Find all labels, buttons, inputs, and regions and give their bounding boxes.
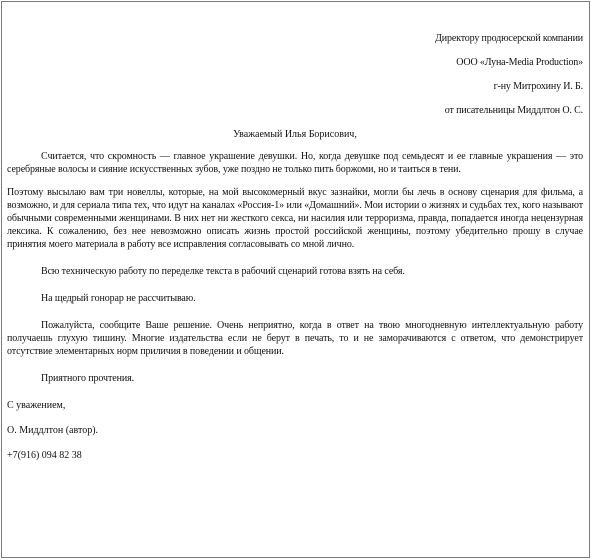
paragraph-5: Пожалуйста, сообщите Ваше решение. Очень неприятно, когда в ответ на твою многодневную интеллектуальную работу получаешь глухую тишину. Многие издательства если не берут в печать, то и не заморачиваются с ответом, что демонстрирует отсутствие элементарных норм приличия в поведении и общении. — [7, 320, 583, 357]
addressee-line-3: г-ну Митрохину И. Б. — [493, 81, 583, 92]
addressee-line-1: Директору продюсерской компании — [435, 33, 583, 44]
closing-phone: +7(916) 094 82 38 — [7, 450, 82, 461]
closing-regards: С уважением, — [7, 400, 66, 411]
letter-page — [1, 1, 590, 558]
closing-block — [7, 399, 583, 462]
salutation: Уважаемый Илья Борисович, — [233, 129, 357, 140]
paragraph-6: Приятного прочтения. — [41, 373, 134, 384]
addressee-line-4: от писательницы Миддлтон О. С. — [444, 105, 583, 116]
paragraph-3: Всю техническую работу по переделке текста в рабочий сценарий готова взять на себя. — [41, 266, 405, 277]
paragraph-4: На щедрый гонорар не рассчитываю. — [41, 293, 196, 304]
paragraph-2: Поэтому высылаю вам три новеллы, которые, на мой высокомерный вкус зазнайки, могли бы лечь в основу сценария для фильма, а возможно, и для сериала типа тех, что идут на каналах «Россия-1» или «Домашний». Мои истории о жизнях и судьбах тех, кого называют обычными современными женщинами. В них нет ни жесткого секса, ни насилия или терроризма, правда, попадается иногда нецензурная лексика. К сожалению, без нее невозможно описать жизнь простой российской женщины, поэтому убедительно прошу в случае принятия моего материала в работу все исправления согласовывать со мной лично. — [7, 187, 583, 250]
closing-signature: О. Миддлтон (автор). — [7, 425, 99, 436]
addressee-line-2: ООО «Луна-Media Production» — [456, 57, 583, 68]
addressee-block — [7, 32, 583, 117]
paragraph-1: Считается, что скромность — главное украшение девушки. Но, когда девушке под семьдесят и ее главные украшения — это серебряные волосы и сияние искусственных зубов, уже поздно не только пить боржоми, но и таиться в тени. — [7, 151, 583, 175]
